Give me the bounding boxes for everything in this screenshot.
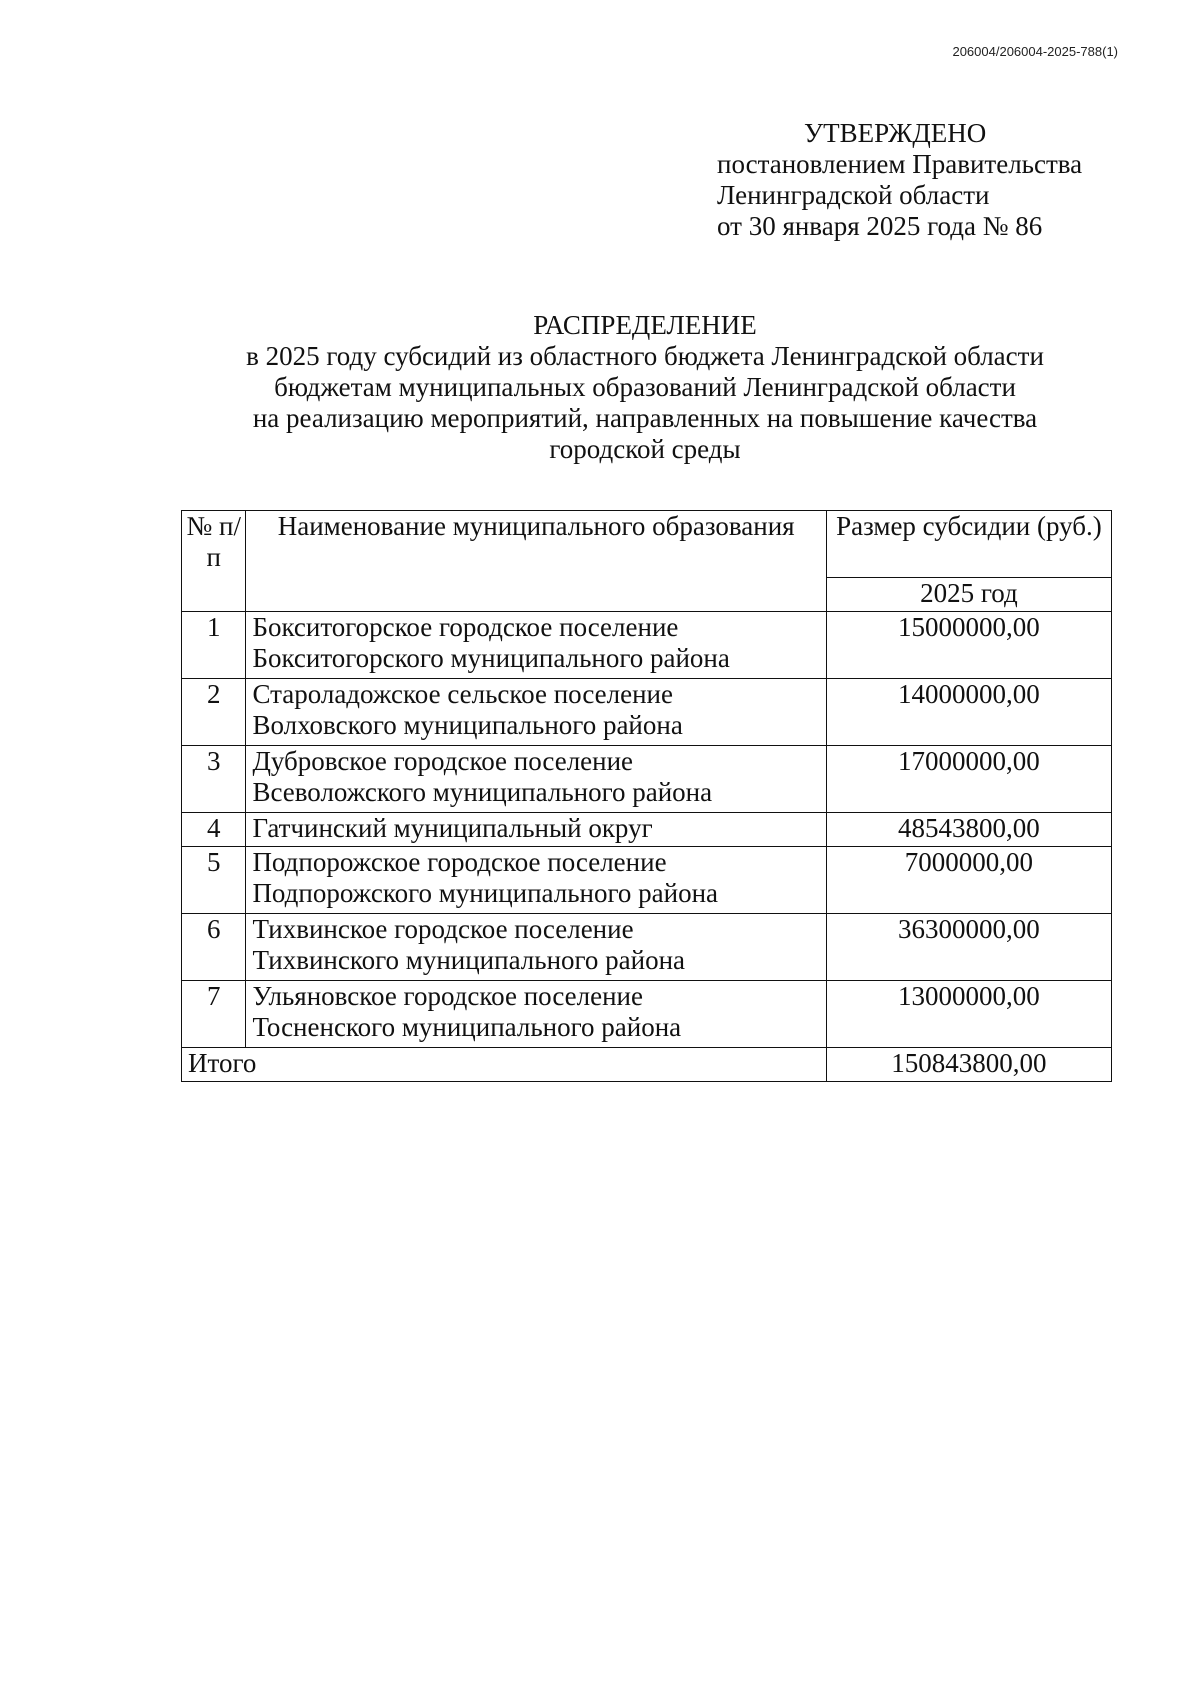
row-num: 7 <box>182 981 246 1048</box>
row-amount: 36300000,00 <box>826 914 1111 981</box>
row-name <box>246 847 826 914</box>
row-name-line-2: Тихвинского муниципального района <box>252 945 686 975</box>
total-amount: 150843800,00 <box>826 1048 1111 1082</box>
table-row <box>182 914 1112 981</box>
approval-title: УТВЕРЖДЕНО <box>804 118 987 148</box>
row-name-line-2: Тосненского муниципального района <box>252 1012 682 1042</box>
row-num: 4 <box>182 813 246 847</box>
row-name <box>246 914 826 981</box>
table-row <box>182 813 1112 847</box>
row-name-line-2: Подпорожского муниципального района <box>252 878 719 908</box>
row-amount: 14000000,00 <box>826 679 1111 746</box>
heading-line-3: на реализацию мероприятий, направленных на повышение качества <box>252 403 1038 433</box>
row-name-line-1: Ульяновское городское поселение <box>252 981 643 1011</box>
row-name-line-1: Бокситогорское городское поселение <box>252 612 679 642</box>
row-name <box>246 981 826 1048</box>
row-num: 3 <box>182 746 246 813</box>
table-row <box>182 847 1112 914</box>
approval-line-2: Ленинградской области <box>717 180 990 210</box>
heading-line-1: в 2025 году субсидий из областного бюджета Ленинградской области <box>246 341 1044 371</box>
total-label: Итого <box>182 1048 827 1082</box>
row-num: 1 <box>182 612 246 679</box>
row-name-line-1: Тихвинское городское поселение <box>252 914 634 944</box>
row-name-line-1: Дубровское городское поселение <box>252 746 634 776</box>
heading-title: РАСПРЕДЕЛЕНИЕ <box>533 310 757 340</box>
row-name <box>246 746 826 813</box>
header-name: Наименование муниципального образования <box>246 511 826 612</box>
table-header-row <box>182 511 1112 578</box>
subsidies-table <box>181 510 1112 1082</box>
table-row <box>182 612 1112 679</box>
row-amount: 48543800,00 <box>826 813 1111 847</box>
row-amount: 15000000,00 <box>826 612 1111 679</box>
row-name <box>246 813 826 847</box>
header-year: 2025 год <box>826 578 1111 612</box>
row-name-line-1: Гатчинский муниципальный округ <box>252 813 653 843</box>
heading-line-2: бюджетам муниципальных образований Ленинградской области <box>274 372 1016 402</box>
approval-stamp <box>717 118 1082 242</box>
document-id: 206004/206004-2025-788(1) <box>952 44 1118 59</box>
heading-line-4: городской среды <box>549 434 741 464</box>
table-row <box>182 981 1112 1048</box>
row-name-line-1: Подпорожское городское поселение <box>252 847 667 877</box>
row-name <box>246 679 826 746</box>
row-name-line-2: Бокситогорского муниципального района <box>252 643 730 673</box>
table-total-row <box>182 1048 1112 1082</box>
row-num: 6 <box>182 914 246 981</box>
row-amount: 17000000,00 <box>826 746 1111 813</box>
document-heading <box>170 310 1120 465</box>
approval-line-3: от 30 января 2025 года № 86 <box>717 211 1043 241</box>
header-amount: Размер субсидии (руб.) <box>826 511 1111 578</box>
row-num: 5 <box>182 847 246 914</box>
row-name-line-2: Всеволожского муниципального района <box>252 777 713 807</box>
table-row <box>182 746 1112 813</box>
row-name-line-1: Староладожское сельское поселение <box>252 679 673 709</box>
row-amount: 13000000,00 <box>826 981 1111 1048</box>
approval-line-1: постановлением Правительства <box>717 149 1083 179</box>
table-row <box>182 679 1112 746</box>
row-amount: 7000000,00 <box>826 847 1111 914</box>
header-num: № п/п <box>182 511 246 612</box>
row-name-line-2: Волховского муниципального района <box>252 710 683 740</box>
row-name <box>246 612 826 679</box>
row-num: 2 <box>182 679 246 746</box>
